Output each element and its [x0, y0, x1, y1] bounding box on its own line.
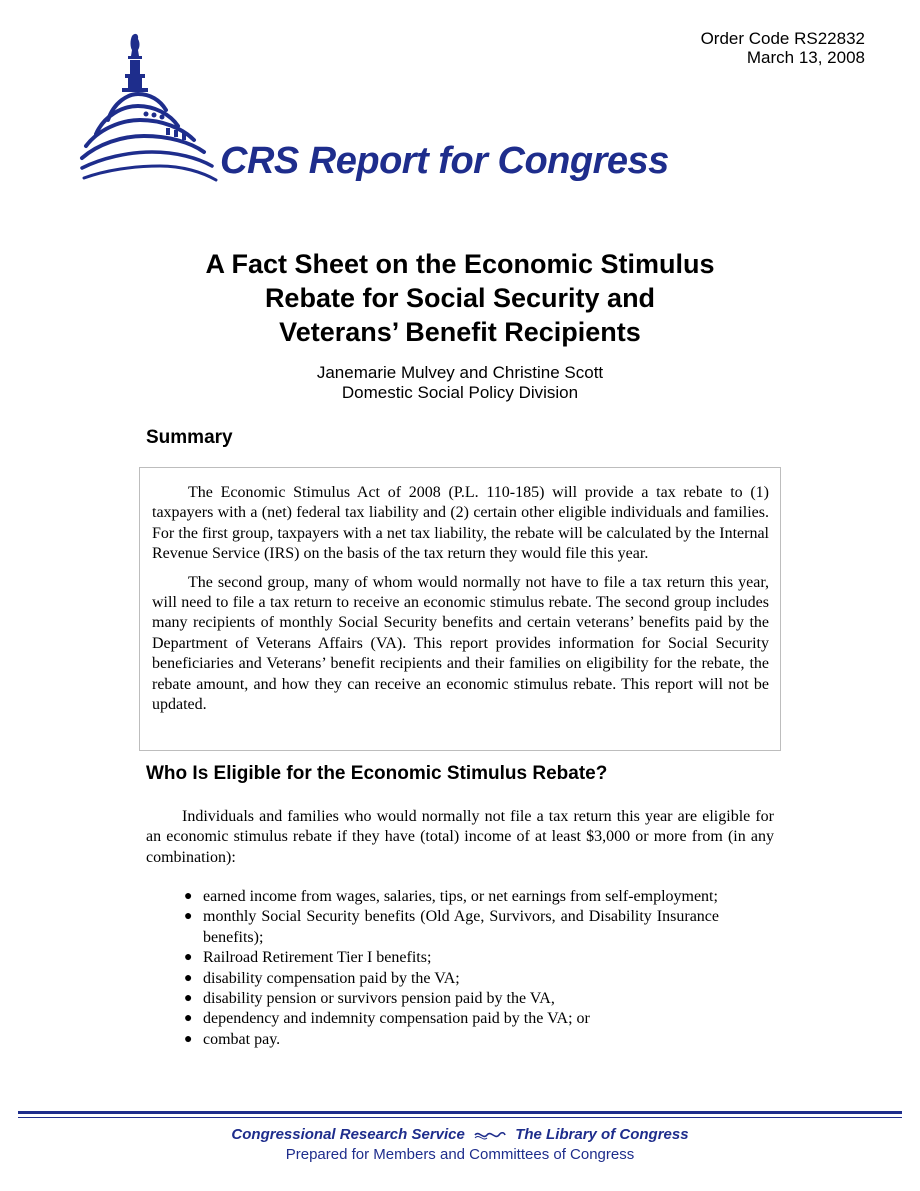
list-item: ● disability pension or survivors pension paid by the VA, [184, 989, 719, 1009]
bullet-icon: ● [184, 1011, 193, 1027]
summary-paragraph: The Economic Stimulus Act of 2008 (P.L. 110-185) will provide a tax rebate to (1) taxpayers with a (net) federal tax liability and (2) certain other eligible individuals and families. For the first group, taxpayers with a net tax liability, the rebate will be calculated by the Internal Revenue Service (IRS) on the basis of the tax return they would file this year. [152, 484, 769, 563]
bullet-icon: ● [184, 889, 193, 904]
footer-line-2: Prepared for Members and Committees of Congress [285, 1146, 635, 1163]
footer-line-1 [0, 1126, 920, 1143]
eligibility-heading: Who Is Eligible for the Economic Stimulus Rebate? [146, 763, 608, 784]
title-line: Veterans’ Benefit Recipients [279, 317, 641, 347]
report-date: March 13, 2008 [746, 48, 865, 67]
footer-crs: Congressional Research Service [231, 1126, 465, 1143]
list-item: ● earned income from wages, salaries, tips, or net earnings from self-employment; [184, 887, 719, 907]
bullet-icon: ● [184, 950, 193, 966]
summary-paragraph: The second group, many of whom would normally not have to file a tax return this year, will need to file a tax return to receive an economic stimulus rebate. The second group includes many recipients of monthly Social Security benefits and certain veterans’ benefits paid by the Department of Veterans Affairs (VA). This report provides information for Social Security beneficiaries and Veterans’ benefit recipients and their families on eligibility for the rebate, the rebate amount, and how they can receive an economic stimulus rebate. This report will not be updated. [152, 573, 769, 714]
footer-loc: The Library of Congress [515, 1126, 689, 1143]
list-item: ● monthly Social Security benefits (Old Age, Survivors, and Disability Insurance benefits); [184, 908, 719, 946]
title-line: Rebate for Social Security and [264, 283, 656, 313]
author-names: Janemarie Mulvey and Christine Scott [316, 363, 604, 382]
footer-rule [18, 1111, 902, 1114]
title-line: A Fact Sheet on the Economic Stimulus [205, 249, 715, 279]
ornament-icon [473, 1130, 507, 1140]
order-info [701, 29, 865, 67]
eligibility-list [184, 887, 719, 1050]
summary-box [139, 467, 781, 751]
list-item: ● dependency and indemnity compensation paid by the VA; or [184, 1009, 719, 1029]
order-code: Order Code RS22832 [700, 29, 865, 48]
division-name: Domestic Social Policy Division [341, 383, 579, 402]
list-item: ● combat pay. [184, 1030, 719, 1050]
bullet-icon: ● [184, 970, 193, 986]
report-series-title: CRS Report for Congress [220, 140, 669, 182]
footer-rule-thin [18, 1117, 902, 1118]
eligibility-intro: Individuals and families who would normally not file a tax return this year are eligible for an economic stimulus rebate if they have (total) income of at least $3,000 or more from (in any combination): [146, 808, 774, 866]
document-title [140, 247, 780, 349]
bullet-icon: ● [184, 991, 193, 1007]
authors-block [140, 363, 780, 403]
bullet-icon: ● [184, 909, 193, 925]
capitol-dome-icon [78, 30, 218, 188]
list-item: ● Railroad Retirement Tier I benefits; [184, 948, 719, 968]
summary-heading: Summary [146, 427, 233, 448]
list-item: ● disability compensation paid by the VA; [184, 969, 719, 989]
bullet-icon: ● [184, 1031, 193, 1047]
